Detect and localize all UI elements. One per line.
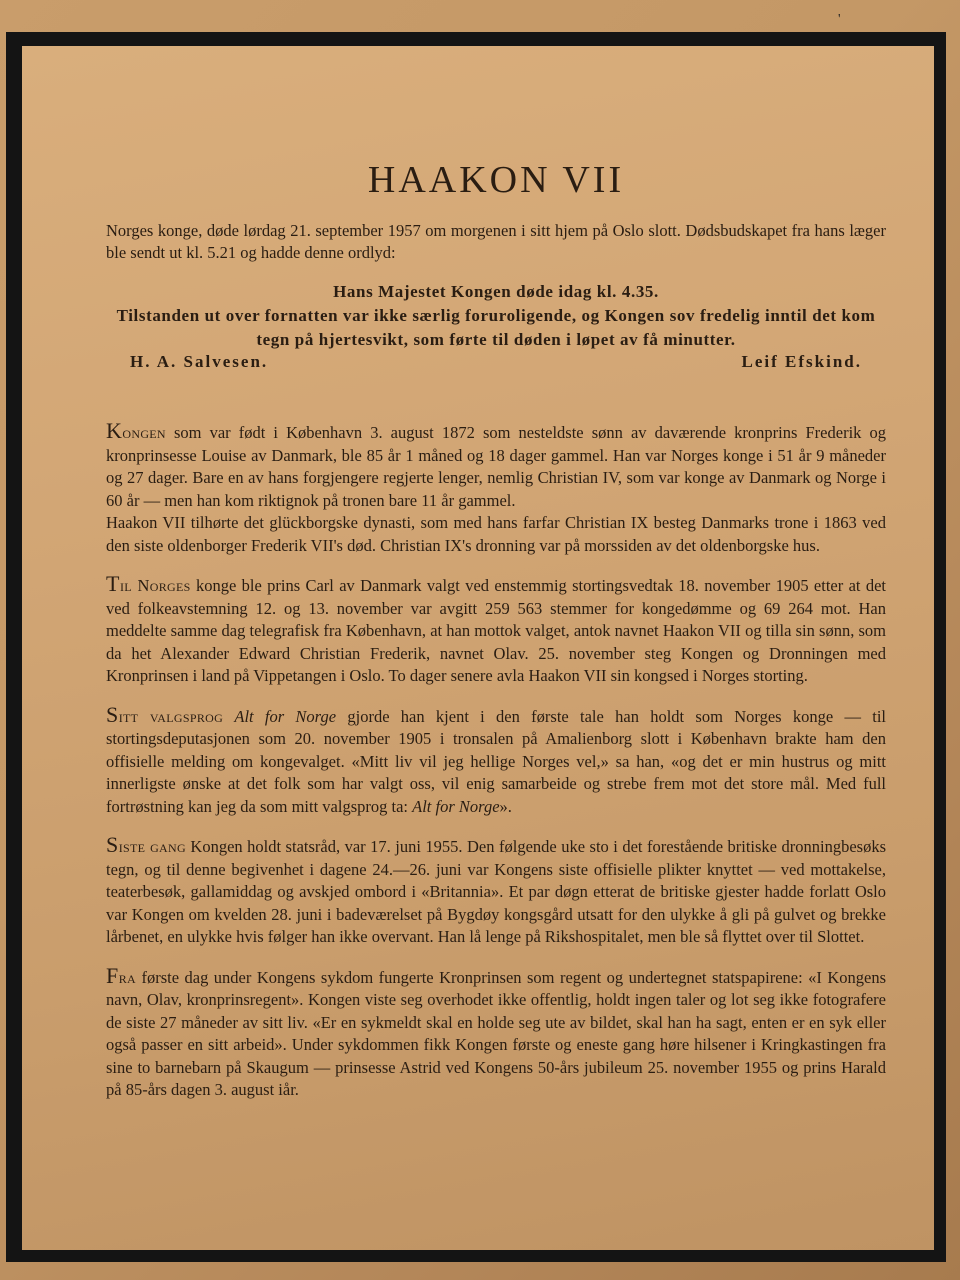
section-fra: [106, 962, 886, 1102]
section-lead-word: itt valgsprog: [118, 706, 224, 726]
section-lead-cap: T: [106, 571, 120, 596]
signer-salvesen: H. A. Salvesen.: [130, 352, 269, 371]
section-lead-word: ongen: [122, 423, 166, 442]
death-report-line2: Tilstanden ut over fornatten var ikke særlig foruroligende, og Kongen sov fredelig inntil det kom tegn på hjertesvikt, som førte til døden i løpet av få minutter.: [116, 306, 876, 349]
intro-paragraph: Norges konge, døde lørdag 21. september 1957 om morgenen i sitt hjem på Oslo slott. Dødsbudskapet fra hans læger ble sendt ut kl. 5.21 og hadde denne ordlyd:: [106, 221, 886, 262]
mourning-border-frame: [6, 32, 946, 1262]
section-lead-cap: S: [106, 832, 119, 857]
section-lead-cap: F: [106, 962, 119, 988]
document-body: [106, 128, 886, 1102]
section-kongen: [106, 420, 886, 512]
section-text: første dag under Kongens sykdom fungerte Kronprinsen som regent og undertegnet statspapirene: «I Kongens navn, Olav, kronprinsregent». Kongen viste seg overhodet ikke offentlig, holdt ingen taler og lot seg ikke fotografere de siste 27 måneder av sitt liv. «Er en sykmeldt skal en holde seg ute av bildet, skal han ha sagt, enten er en syk eller også passer en sitt arbeid». Under sykdommen fikk Kongen første og eneste gang høre hilsener i Kringkastingen fra sine to barnebarn på Skaugum — prinsesse Astrid ved Kongens 50-års jubileum 25. november 1955 og prins Harald på 85-års dagen 3. august iår.: [106, 967, 886, 1099]
signer-efskind: Leif Efskind.: [741, 352, 862, 371]
section-sitt-valgsprog: [106, 701, 887, 819]
document-title: HAAKON VII: [367, 159, 625, 201]
section-lead-word: iste gang: [118, 837, 186, 856]
death-report-line1: Hans Majestet Kongen døde idag kl. 4.35.: [333, 282, 659, 301]
corner-mark: ': [838, 12, 841, 27]
section-lead-cap: S: [106, 701, 119, 727]
section-text: gjorde han kjent i den første tale han holdt som Norges konge — til stortingsdeputasjonen som 20. november 1905 i tronsalen på Amalienborg slott i København brakte ham den offisielle melding om kongevalget. «Mitt liv vil jeg hellige Norges vel,» sa han, «og det er min hustrus og mitt innerligste ønske at det folk som har valgt oss, vil enig samarbeide og strebe frem mot det store mål. Med full fortrøstning kan jeg da som mitt valgsprog ta:: [106, 706, 887, 816]
section-lead-word: il Norges: [119, 576, 191, 595]
motto-text: Alt for Norge: [234, 706, 337, 726]
motto-closing: Alt for Norge: [412, 796, 500, 816]
section-text: som var født i København 3. august 1872 som nesteldste sønn av daværende kronprins Frederik og kronprinsesse Louise av Danmark, ble 85 år 1 måned og 18 dager gammel. Han var Norges konge i 51 år 9 måneder og 27 dager. Bare en av hans forgjengere regjerte lenger, nemlig Christian IV, som var konge av Danmark og Norge i 60 år — men han kom riktignok på tronen bare 11 år gammel.: [106, 423, 886, 510]
section-text: Kongen holdt statsråd, var 17. juni 1955. Den følgende uke sto i det forestående britiske dronningbesøks tegn, og til denne begivenhet i dagene 24.—26. juni var Kongens siste offisielle plikter knyttet — ved mottakelse, teaterbesøk, gallamiddag og avskjed ombord i «Britannia». Et par døgn etterat de britiske gjester hadde forlatt Oslo var Kongen om kvelden 28. juni i badeværelset på Bygdøy kongsgård utsatt for den ulykke å gli på gulvet og brekke lårbenet, en ulykke hvis følger han ikke overvant. Han lå lenge på Rikshospitalet, men ble så flyttet over til Slottet.: [106, 837, 886, 946]
section-til-norges: [106, 573, 886, 688]
section-siste-gang: [106, 834, 886, 949]
section-text: konge ble prins Carl av Danmark valgt ved enstemmig stortingsvedtak 18. november 1905 etter at det ved folkeavstemning 12. og 13. november var avgitt 259 563 stemmer for kongedømme og 69 264 mot. Han meddelte samme dag telegrafisk fra København, at han mottok valget, antok navnet Haakon VII og tilla sin sønn, som da het Alexander Edward Christian Frederik, navnet Olav. 25. november steg Kongen og Dronningen med Kronprinsen i land på Vippetangen i Oslo. To dager senere avla Haakon VII sin kongsed i Norges storting.: [106, 576, 886, 685]
section-kongen-continued: Haakon VII tilhørte det glückborgske dynasti, som med hans farfar Christian IX besteg Danmarks trone i 1863 ved den siste oldenborger Frederik VII's død. Christian IX's dronning var på morssiden av det oldenborgske hus.: [106, 513, 886, 555]
signatures: [130, 352, 862, 372]
section-lead-cap: K: [106, 418, 123, 443]
section-lead-word: ra: [118, 967, 137, 987]
section-text-end: ».: [499, 796, 512, 816]
